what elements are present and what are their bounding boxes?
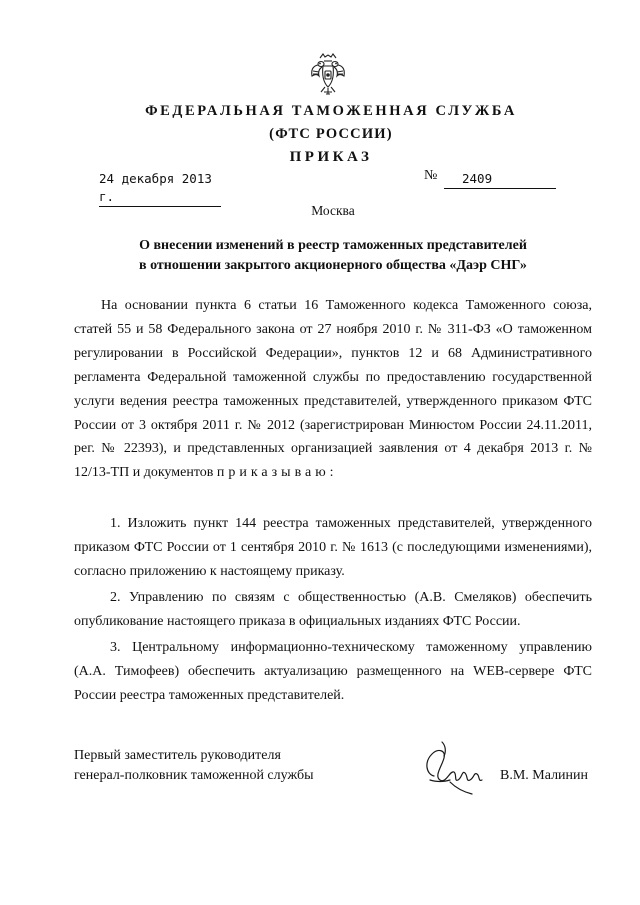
signer-title-line-2: генерал-полковник таможенной службы (74, 768, 314, 783)
order-item-2: 2. Управлению по связям с общественностью (А.В. Смеляков) обеспечить опубликование настоящего приказа в официальных изданиях ФТС России. (74, 590, 592, 629)
preamble-text: На основании пункта 6 статьи 16 Таможенного кодекса Таможенного союза, статей 55 и 58 Федерального закона от 27 ноября 2010 г. № 311-ФЗ «О таможенном регулировании в Российской Федерации», пунктов 12 и 68 Административного регламента Федеральной таможенной службы по предоставлению государственной услуги ведения реестра таможенных представителей, утвержденного приказом ФТС России от 3 октября 2011 г. № 2012 (зарегистрирован Минюстом России 24.11.2011, рег. № 22393), и представленных организацией заявления от 4 декабря 2013 г. № 12/13-ТП и документов (74, 298, 592, 481)
handwritten-signature (420, 736, 486, 800)
agency-short-name: (ФТС РОССИИ) (269, 126, 393, 142)
signer-title-line-1: Первый заместитель руководителя (74, 748, 281, 763)
order-item-1: 1. Изложить пункт 144 реестра таможенных представителей, утвержденного приказом ФТС России от 1 сентября 2010 г. № 1613 (с последующими изменениями), согласно приложению к настоящему приказу. (74, 516, 592, 579)
number-label: № (424, 168, 438, 183)
double-headed-eagle-emblem-icon (310, 52, 346, 96)
order-date: 24 декабря 2013 г. (99, 170, 221, 207)
agency-name: ФЕДЕРАЛЬНАЯ ТАМОЖЕННАЯ СЛУЖБА (145, 103, 517, 119)
document-type: ПРИКАЗ (289, 149, 373, 165)
order-word: приказываю: (216, 465, 338, 481)
preamble-paragraph (74, 294, 592, 485)
subject-line-2: в отношении закрытого акционерного общества «Даэр СНГ» (139, 258, 527, 273)
order-number: 2409 (444, 170, 556, 189)
signer-name: В.М. Малинин (500, 768, 589, 783)
subject-line-1: О внесении изменений в реестр таможенных представителей (139, 238, 527, 253)
city: Москва (311, 203, 355, 218)
order-item-3: 3. Центральному информационно-техническому таможенному управлению (А.А. Тимофеев) обеспечить актуализацию размещенного на WEB-сервере ФТС России реестра таможенных представителей. (74, 640, 592, 703)
